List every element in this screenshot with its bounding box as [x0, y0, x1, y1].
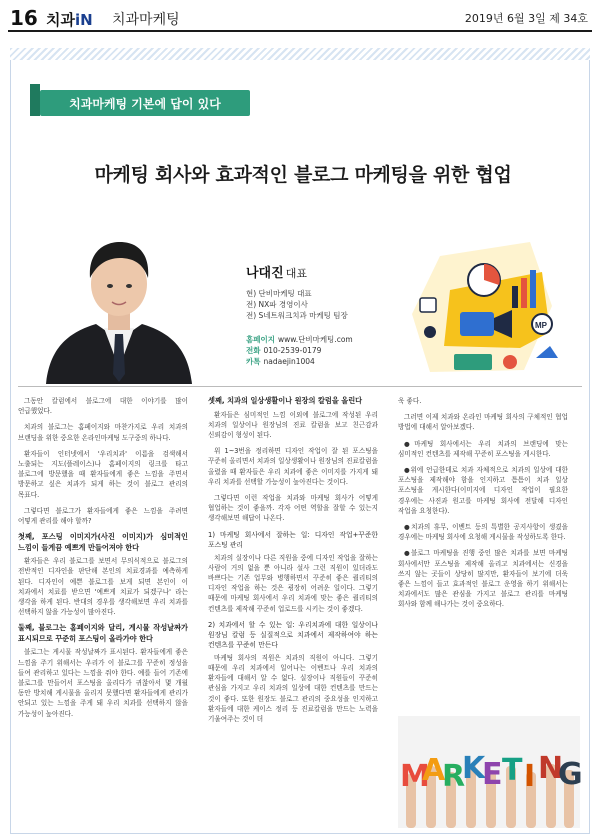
banner-tab [30, 84, 40, 116]
contact-label: 전화 [246, 346, 261, 355]
page-header [0, 0, 600, 34]
paragraph: ●위에 언급한데로 치과 자체적으로 치과의 일상에 대한 포스팅을 제작해야 함을 인지하고 틈틈이 치과 일상 포스팅을 게시한다(이미지에 디자인 작업이 필요한 경우에는 사진과 원고를 마케팅 회사에 전달해 디자인 작업을 요청한다). [398, 466, 568, 515]
paragraph: 환자들이 인터넷에서 '우리치과' 이름을 검색해서 노출되는 지도(플레이스)나 홈페이지의 링크를 타고 블로그에 방문했을 때 환자들에게 좋은 느낌을 주면서 방문하고 싶은 치과가 되게 하는 것이 블로그 관리의 목표다. [18, 449, 188, 499]
contact-homepage [246, 334, 353, 345]
article-title: 마케팅 회사와 효과적인 블로그 마케팅을 위한 협업 [94, 164, 512, 186]
paragraph: 위 1~3번을 정리하면 디자인 작업이 잘 된 포스팅을 꾸준히 올리면서 치과의 일상생활이나 원장님의 진료칼럼을 올렸을 때 환자들은 우리 치과에 좋은 이미지를 가지게 돼 우리 치과를 선택할 가능성이 높아진다는 것이다. [208, 447, 378, 486]
article-column-1 [18, 396, 188, 828]
marketing-photo [398, 716, 583, 828]
letter-m: M [400, 759, 430, 794]
list-heading: 2) 치과에서 할 수 있는 일: 우리치과에 대한 일상이나 원장님 칼럼 등 실질적으로 치과에서 제작하여야 하는 컨텐츠를 꾸준히 만든다 [208, 620, 378, 649]
brand-prefix: 치과 [46, 11, 75, 29]
paragraph: ●마케팅 회사에서는 우리 치과의 브랜딩에 맞는 심미적인 컨텐츠를 제작해 꾸준히 포스팅을 게시한다. [398, 439, 568, 458]
letter-e: E [482, 757, 503, 792]
profile-divider [18, 386, 582, 387]
page-number: 16 [10, 6, 38, 30]
paragraph: 욱 좋다. [398, 397, 422, 405]
marketing-illustration [400, 236, 570, 384]
illustration-tag: MP [535, 321, 547, 330]
author-name-text: 나대진 [246, 266, 284, 281]
author-photo [44, 228, 194, 384]
paragraph: 마케팅 회사의 직원은 치과의 직원이 아니다. 그렇기 때문에 우리 치과에서 일어나는 이벤트나 우리 치과의 환자들에 대해서 알 수 없다. 실장이나 직원들이 꾸준히 관심을 가지고 우리 치과의 일상에 대한 컨텐츠를 만드는 것이 좋다. 또한 원장도 블로그 관리의 중요성을 인지하고 환자들에 대한 케이스 정리 등 진료칼럼을 만드는 노력을 기울여주는 것이 더 [208, 653, 378, 723]
contact-value: 010-2539-0179 [263, 346, 322, 355]
letter-g: G [558, 757, 583, 792]
subheading: 첫째, 포스팅 이미지가(사진 이미지)가 심미적인 느낌이 들게끔 예쁘게 만들어져야 한다 [18, 532, 188, 552]
author-career [246, 288, 348, 321]
header-divider [8, 30, 592, 32]
series-banner: 치과마케팅 기본에 답이 있다 [40, 90, 250, 116]
subheading: 셋째, 치과의 일상생활이나 원장의 칼럼을 올린다 [208, 396, 363, 405]
paragraph: ●블로그 마케팅을 진행 중인 많은 치과를 보면 마케팅 회사에서만 포스팅을 제작해 올리고 치과에서는 신경을 쓰지 않는 곳들이 상당히 많지만, 환자들이 보기에 더욱 좋은 느낌이 들고 효과적인 블로그 운영을 하기 위해서는 치과에서도 많은 관심을 가지고 블로그 관리를 마케팅 회사와 함께 해나가는 것이 중요하다. [398, 549, 568, 609]
paragraph: 환자들은 우리 블로그를 보면서 무의식적으로 블로그의 전반적인 디자인을 판단해 본인의 치료경과를 예측하게 된다. 디자인이 예쁜 블로그를 보게 되면 본인이 이 치과에서 치료를 받으면 '예쁘게 치료가 되겠구나' 라는 생각을 하게 된다. 반대의 경우를 생각해보면 우리 치과를 선택하지 않을 가능성이 많아진다. [18, 557, 188, 617]
letter-t: T [502, 753, 523, 788]
letter-r: R [442, 759, 466, 794]
paragraph: 그렇다면 이런 작업을 치과와 마케팅 회사가 어떻게 협업하는 것이 좋을까. 각자 어떤 역할을 잘할 수 있는지 생각해보면 해답이 나온다. [208, 493, 378, 523]
letter-n: N [538, 751, 564, 786]
frame-stripe [10, 48, 590, 60]
issue-date: 2019년 6월 3일 제 34호 [464, 12, 588, 25]
subheading: 둘째, 블로그는 홈페이지와 달리, 게시물 작성날짜가 표시되므로 꾸준히 포스팅이 올라가야 한다 [18, 623, 188, 643]
career-line: 전) NX파 경영이사 [246, 300, 308, 309]
author-role: 대표 [285, 267, 307, 280]
letter-i: I [524, 759, 536, 794]
paragraph: 환자들은 심미적인 느낌 이외에 블로그에 작성된 우리 치과의 일상이나 원장님의 진료 칼럼을 보고 친근감과 신뢰감이 형성이 된다. [208, 410, 378, 439]
contact-kakao [246, 356, 353, 367]
paragraph: ●치과의 휴무, 이벤트 등의 특별한 공지사항이 생겼을 경우에는 마케팅 회사에 요청해 게시물을 작성하도록 한다. [398, 523, 568, 542]
career-line: 전) S네트워크치과 마케팅 팀장 [246, 311, 348, 320]
contact-label: 카톡 [246, 357, 261, 366]
article-column-2 [208, 396, 378, 828]
paragraph: 치과의 블로그는 홈페이지와 마찬가지로 우리 치과의 브랜딩을 위한 중요한 온라인마케팅 도구중의 하나다. [18, 423, 188, 442]
letter-k: K [462, 751, 486, 786]
contact-value: nadaejin1004 [263, 357, 315, 366]
article-column-3 [398, 396, 568, 696]
section-name: 치과마케팅 [112, 12, 180, 28]
brand-logo [46, 9, 93, 30]
author-contacts [246, 334, 353, 367]
career-line: 현) 단비마케팅 대표 [246, 289, 312, 298]
letter-a: A [422, 753, 446, 788]
brand-suffix: iN [74, 11, 93, 29]
paragraph: 치과의 실장이나 다른 직원을 중에 디자인 작업을 잘하는 사람이 거의 없을 뿐 아니라 설사 그런 직원이 있더라도 바쁘다는 기존 업무와 병행하면서 꾸준히 좋은 퀄리티의 디자인 작업을 하는 것은 굉장히 어려운 일이다. 그렇기 때문에 마케팅 회사에서 우리 치과에 맞는 좋은 퀄리티의 컨텐츠를 제작해 꾸준히 업로드를 시키는 것이 좋겠다. [208, 553, 378, 613]
author-name [246, 262, 307, 281]
contact-value: www.단비마케팅.com [277, 335, 353, 344]
paragraph: 그동안 칼럼에서 블로그에 대한 이야기를 많이 언급했었다. [18, 397, 188, 416]
contact-label: 홈페이지 [246, 335, 275, 344]
paragraph: 블로그는 게시물 작성날짜가 표시된다. 환자들에게 좋은 느낌을 주기 위해서는 우리가 이 블로그를 꾸준히 정성을 들여 관리하고 있다는 느낌을 줘야 한다. 예를 들어 기존에 블로그를 만들어서 포스팅을 올리다가 귀찮아서 몇 개월 동안 방치해 게시물을 올리지 못했다면 환자들에게 관리가 안되고 있는 느낌을 주게 돼 우리 치과를 선택하지 않을 가능성이 높아진다. [18, 648, 188, 718]
list-heading: 1) 마케팅 회사에서 잘하는 일: 디자인 작업+꾸준한 포스팅 관리 [208, 530, 378, 549]
contact-phone [246, 345, 353, 356]
paragraph: 그렇다면 블로그가 환자들에게 좋은 느낌을 주려면 어떻게 관리를 해야 할까? [18, 506, 188, 526]
paragraph: 그러면 이제 치과와 온라인 마케팅 회사의 구체적인 협업 방법에 대해서 알아보겠다. [398, 413, 568, 432]
